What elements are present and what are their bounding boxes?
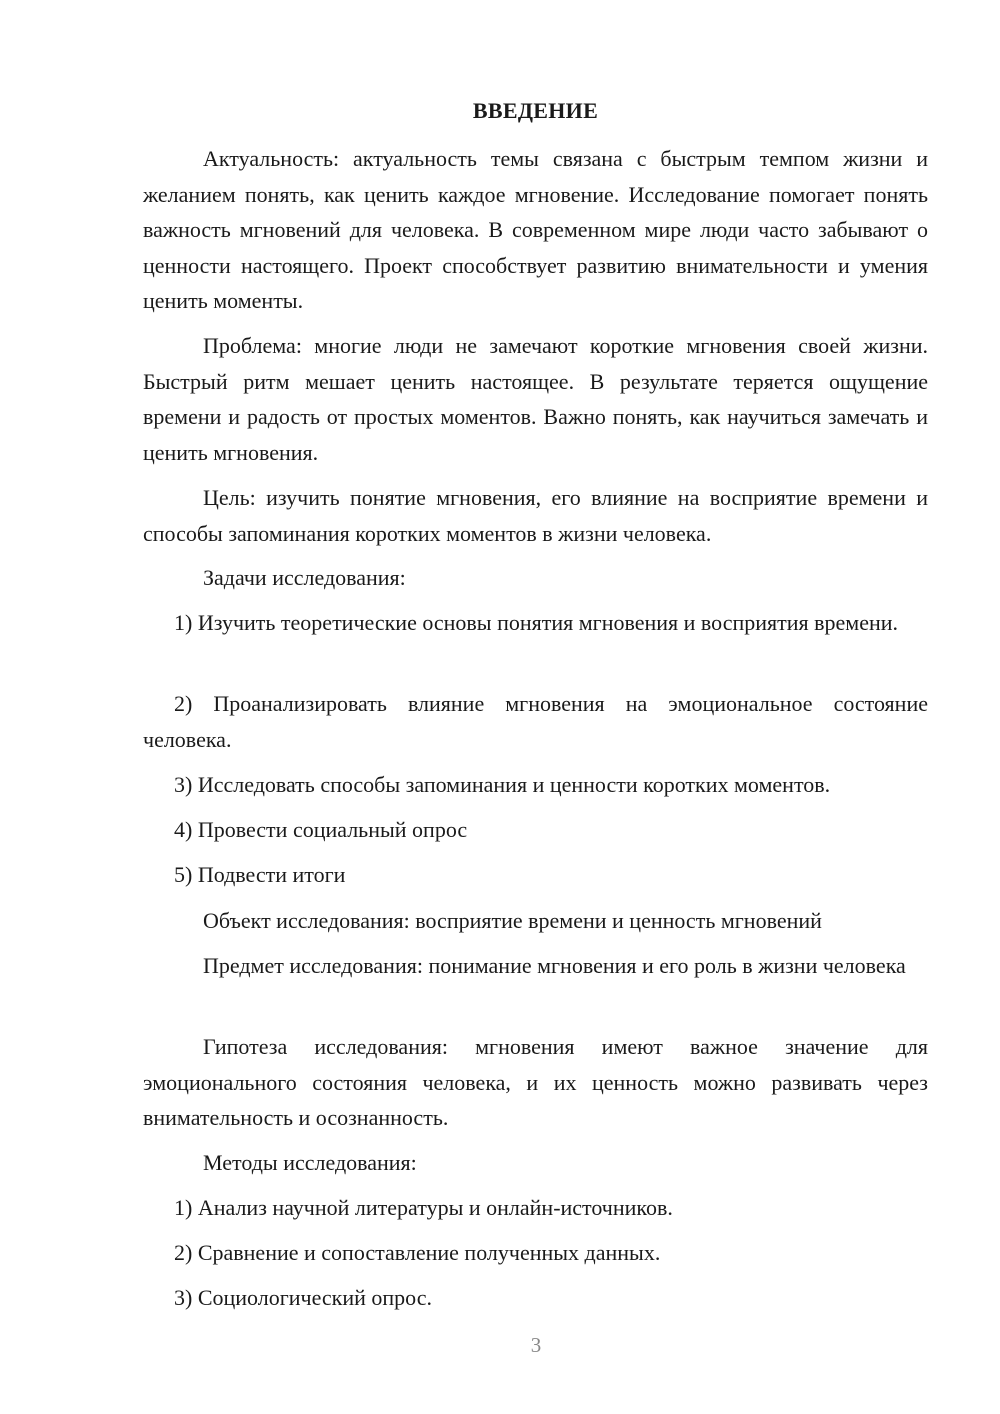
method-item: 3) Социологический опрос.	[174, 1285, 432, 1310]
relevance-paragraph: Актуальность: актуальность темы связана с быстрым темпом жизни и желанием понять, как ценить каждое мгновение. Исследование помогает понять важность мгновений для человека. В современном мире люди часто забывают о ценности настоящего. Проект способствует развитию внимательности и умения ценить моменты.	[143, 146, 928, 313]
task-item: 1) Изучить теоретические основы понятия мгновения и восприятия времени.	[174, 610, 899, 635]
task-item: 4) Провести социальный опрос	[174, 817, 468, 842]
method-item: 2) Сравнение и сопоставление полученных данных.	[174, 1240, 661, 1265]
subject-paragraph: Предмет исследования: понимание мгновения и его роль в жизни человека	[203, 953, 906, 978]
hypothesis-paragraph: Гипотеза исследования: мгновения имеют важное значение для эмоционального состояния человека, и их ценность можно развивать через внимательность и осознанность.	[143, 1034, 928, 1130]
method-item: 1) Анализ научной литературы и онлайн-источников.	[174, 1195, 673, 1220]
problem-paragraph: Проблема: многие люди не замечают короткие мгновения своей жизни. Быстрый ритм мешает ценить настоящее. В результате теряется ощущение времени и радость от простых моментов. Важно понять, как научиться замечать и ценить мгновения.	[143, 333, 928, 465]
goal-paragraph: Цель: изучить понятие мгновения, его влияние на восприятие времени и способы запоминания коротких моментов в жизни человека.	[143, 485, 928, 546]
tasks-heading: Задачи исследования:	[203, 565, 406, 590]
page-number: 3	[530, 1333, 542, 1357]
task-item: 5) Подвести итоги	[174, 862, 346, 887]
methods-heading: Методы исследования:	[203, 1150, 417, 1175]
task-item: 2) Проанализировать влияние мгновения на эмоциональное состояние человека.	[143, 691, 928, 752]
task-item: 3) Исследовать способы запоминания и ценности коротких моментов.	[174, 772, 831, 797]
section-heading: ВВЕДЕНИЕ	[472, 98, 599, 123]
object-paragraph: Объект исследования: восприятие времени и ценность мгновений	[203, 908, 822, 933]
